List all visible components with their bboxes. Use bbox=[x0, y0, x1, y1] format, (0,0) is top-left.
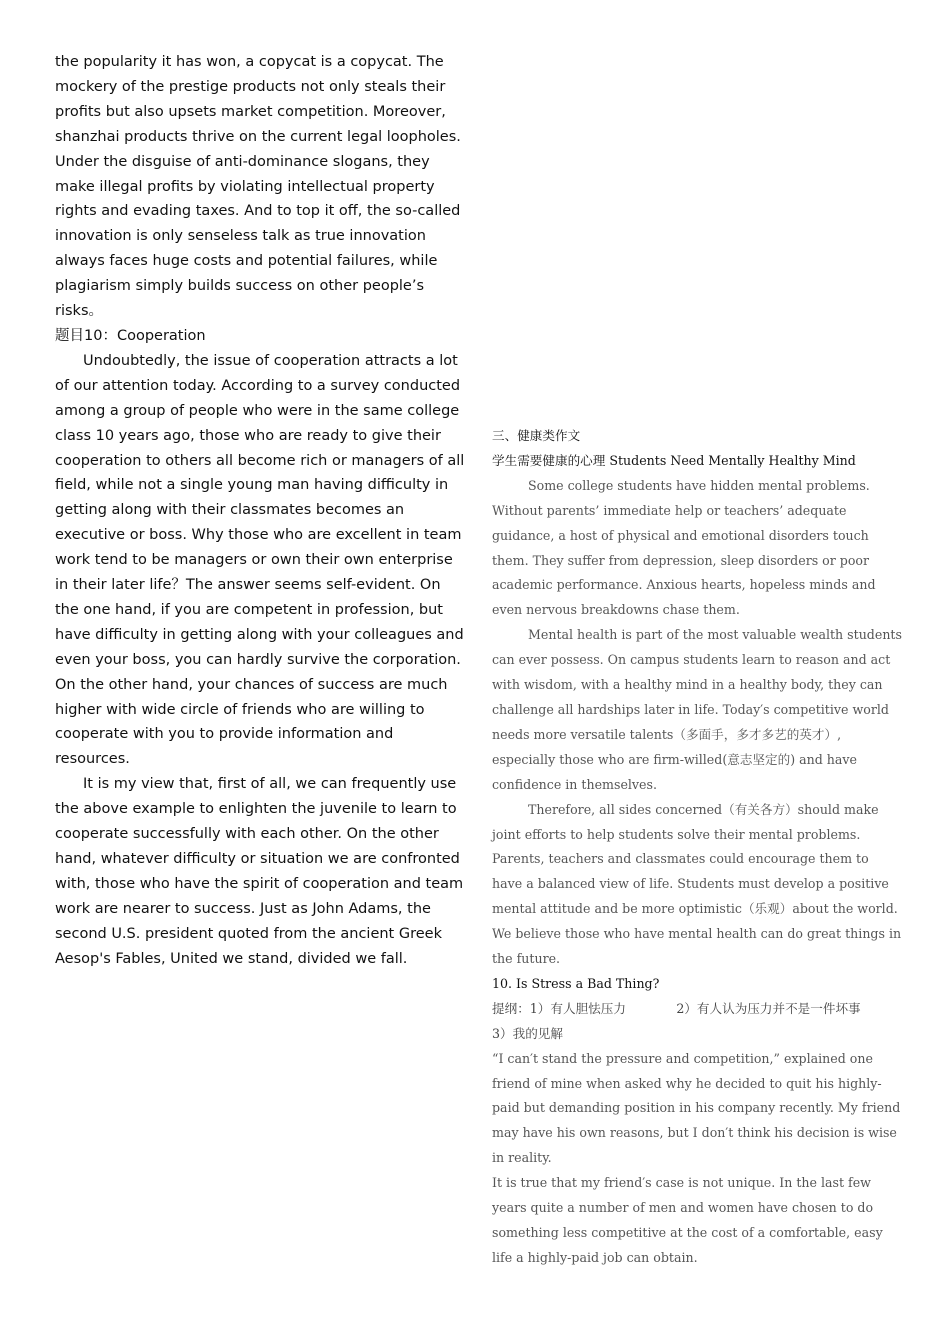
stress-paragraph-1: “I can′t stand the pressure and competition,” explained one friend of mine when asked why he decided to quit his highly-paid but demanding position in his company recently. My friend may have his own reasons, but I don′t think his decision is wise in reality. bbox=[492, 1050, 901, 1166]
stress-paragraph-2: It is true that my friend′s case is not unique. In the last few years quite a number of men and women have chosen to do something less competitive at the cost of a comfortable, easy life a highly-paid job can obtain. bbox=[492, 1175, 883, 1265]
cooperation-paragraph-1: Undoubtedly, the issue of cooperation attracts a lot of our attention today. According to a survey conducted among a group of people who were in the same college class 10 years ago, those who are ready to give their cooperation to others all become rich or managers of all field, while not a single young man having difficulty in getting along with their classmates becomes an executive or boss. Why those who are excellent in team work tend to be managers or own their own enterprise in their later life？The answer seems self-evident. On the one hand, if you are competent in profession, but have difficulty in getting along with your colleagues and even your boss, you can hardly survive the corporation. On the other hand, your chances of success are much higher with wide circle of friends who are willing to cooperate with you to provide information and resources. bbox=[55, 352, 465, 768]
stress-essay-title: 10. Is Stress a Bad Thing? bbox=[492, 975, 660, 991]
mental-health-paragraph-3: Therefore, all sides concerned（有关各方）should make joint efforts to help students solve their mental problems. Parents, teachers and classmates could encourage them to have a balanced view of life. Students must develop a positive mental attitude and be more optimistic（乐观）about the world. We believe those who have mental health can do great things in the future. bbox=[492, 801, 902, 967]
left-column bbox=[55, 50, 465, 972]
section-heading: 三、健康类作文 bbox=[492, 428, 581, 443]
essay-outline: 提纲：1）有人胆怯压力 2）有人认为压力并不是一件坏事 3）我的见解 bbox=[492, 1000, 912, 1041]
mental-health-paragraph-2: Mental health is part of the most valuable wealth students can ever possess. On campus students learn to reason and act with wisdom, with a healthy mind in a healthy body, they can challenge all hardships later in life. Today′s competitive world needs more versatile talents（多面手，多才多艺的英才）, especially those who are firm-willed(意志坚定的) and have confidence in themselves. bbox=[492, 627, 902, 792]
topic-heading: 题目10：Cooperation bbox=[55, 327, 206, 344]
continued-paragraph: the popularity it has won, a copycat is a copycat. The mockery of the prestige products not only steals their profits but also upsets market competition. Moreover, shanzhai products thrive on the current legal loopholes. Under the disguise of anti-dominance slogans, they make illegal profits by violating intellectual property rights and evading taxes. And to top it off, the so-called innovation is only senseless talk as true innovation always faces huge costs and potential failures, while plagiarism simply builds success on other people’s risks。 bbox=[55, 54, 461, 320]
mental-health-paragraph-1: Some college students have hidden mental problems. Without parents’ immediate help or teachers’ adequate guidance, a host of physical and emotional disorders touch them. They suffer from depression, sleep disorders or poor academic performance. Anxious hearts, hopeless minds and even nervous breakdowns chase them. bbox=[492, 477, 876, 618]
cooperation-paragraph-2: It is my view that, first of all, we can frequently use the above example to enlighten the juvenile to learn to cooperate successfully with each other. On the other hand, whatever difficulty or situation we are confronted with, those who have the spirit of cooperation and team work are nearer to success. Just as John Adams, the second U.S. president quoted from the ancient Greek Aesop's Fables, United we stand, divided we fall. bbox=[55, 776, 464, 967]
right-column bbox=[492, 424, 912, 1271]
essay-title: 学生需要健康的心理 Students Need Mentally Healthy Mind bbox=[492, 452, 856, 468]
